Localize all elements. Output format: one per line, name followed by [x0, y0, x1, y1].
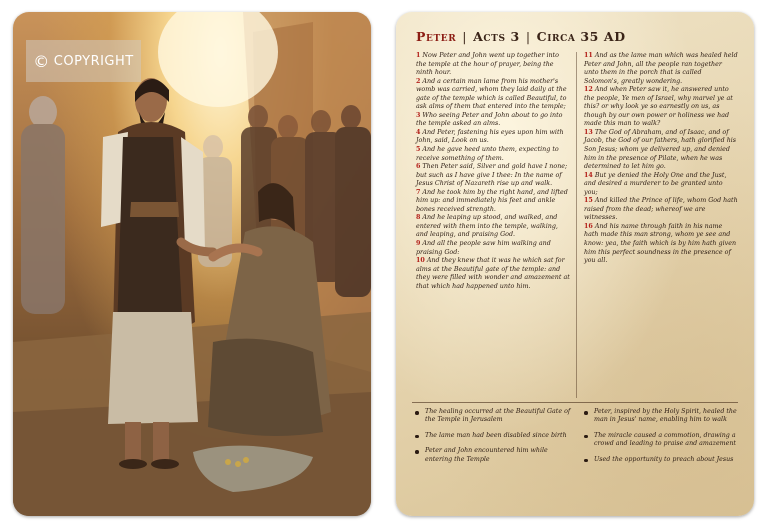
verse-text: And all the people saw him walking and praising God:: [416, 240, 551, 256]
verse: [416, 146, 570, 163]
header-separator: |: [462, 28, 468, 44]
verse-number: 9: [416, 240, 421, 248]
verse: [416, 189, 570, 215]
copyright-text: COPYRIGHT: [53, 53, 134, 69]
copyright-icon: ©: [33, 51, 50, 71]
verse-text: Then Peter said, Silver and gold have I none; but such as I have give I thee: In the name of Jesus Christ of Nazareth rise up and walk.: [416, 163, 568, 188]
verse: [416, 257, 570, 291]
verse-text: But ye denied the Holy One and the Just, and desired a murderer to be granted unto you;: [584, 171, 727, 196]
verse-text: And a certain man lame from his mother's womb was carried, whom they laid daily at the gate of the temple which is called Beautiful, to ask alms of them that entered into the temple;: [416, 77, 567, 111]
verse: [416, 163, 570, 189]
verse-text: And when Peter saw it, he answered unto the people, Ye men of Israel, why marvel ye at this? or why look ye so earnestly on us, as though by our own power or holiness we had made this man to walk?: [584, 86, 733, 128]
card-header: [416, 26, 740, 46]
verse-text: And he gave heed unto them, expecting to receive something of them.: [416, 146, 559, 162]
verse-text: The God of Abraham, and of Isaac, and of Jacob, the God of our fathers, hath glorified his Son Jesus; whom ye delivered up, and denied him in the presence of Pilate, when he was determined to let him go.: [584, 128, 737, 171]
scripture-card: [396, 12, 754, 516]
verse-number: 13: [584, 128, 593, 136]
verse: [584, 223, 738, 266]
verse-number: 3: [416, 111, 421, 119]
verse: [584, 129, 738, 172]
verse: [416, 112, 570, 129]
verse: [584, 172, 738, 198]
verse-number: 6: [416, 163, 421, 171]
verse-text: And they knew that it was he which sat for alms at the Beautiful gate of the temple: and they were filled with wonder and amazement at that which had happened unto him.: [416, 257, 570, 290]
note-item: Peter, inspired by the Holy Spirit, healed the man in Jesus' name, enabling him to walk: [583, 408, 744, 425]
verse-number: 12: [584, 86, 593, 94]
verse-number: 7: [416, 188, 421, 196]
verse: [416, 78, 570, 112]
verse: [416, 129, 570, 146]
date-label: Circa 35 AD: [536, 28, 626, 44]
verses-column-right: [577, 52, 742, 398]
verse-text: And he leaping up stood, and walked, and entered with them into the temple, walking, and leaping, and praising God.: [416, 214, 558, 239]
verse: [584, 52, 738, 86]
verse-text: And Peter, fastening his eyes upon him with John, said, Look on us.: [416, 128, 564, 145]
verse-number: 4: [416, 128, 421, 136]
verse-number: 1: [416, 52, 421, 59]
note-item: Peter and John encountered him while entering the Temple: [414, 447, 575, 464]
verse-text: And he took him by the right hand, and lifted him up: and immediately his feet and ankle bones received strength.: [416, 188, 568, 213]
note-item: Used the opportunity to preach about Jesus: [583, 456, 744, 464]
verse-number: 5: [416, 146, 421, 154]
copyright-watermark: [26, 40, 141, 82]
note-item: The miracle caused a commotion, drawing a crowd and leading to praise and amazement: [583, 432, 744, 449]
verse: [584, 197, 738, 223]
notes-list-right: [583, 408, 744, 471]
verses-column-left: [412, 52, 577, 398]
notes-list-left: [414, 408, 575, 471]
verses-section: [412, 52, 742, 398]
verse-text: Who seeing Peter and John about to go into the temple asked an alms.: [416, 111, 563, 128]
verse: [416, 52, 570, 78]
verse-text: And killed the Prince of life, whom God hath raised from the dead; whereof we are witnesses.: [584, 197, 738, 222]
verse: [584, 86, 738, 129]
note-item: The healing occurred at the Beautiful Gate of the Temple in Jerusalem: [414, 408, 575, 425]
section-divider: [412, 402, 738, 403]
verse-number: 16: [584, 222, 593, 230]
verse-text: And as the lame man which was healed held Peter and John, all the people ran together unto them in the porch that is called Solomon's, greatly wondering.: [584, 52, 738, 85]
verse-number: 8: [416, 214, 421, 222]
illustration-card: [13, 12, 371, 516]
character-name: Peter: [416, 28, 457, 44]
verse-number: 14: [584, 171, 593, 179]
verse-number: 15: [584, 197, 593, 205]
verse: [416, 214, 570, 240]
verse: [416, 240, 570, 257]
scripture-reference: Acts 3: [473, 28, 520, 44]
verse-text: Now Peter and John went up together into the temple at the hour of prayer, being the ninth hour.: [416, 52, 559, 77]
header-separator: |: [525, 28, 531, 44]
note-item: The lame man had been disabled since birth: [414, 432, 575, 440]
verse-number: 11: [584, 52, 593, 59]
peter-healing-lame-man-illustration: [13, 12, 371, 516]
verse-number: 10: [416, 257, 425, 265]
notes-section: [414, 408, 744, 471]
verse-text: And his name through faith in his name hath made this man strong, whom ye see and know: yea, the faith which is by him hath given him this perfect soundness in the presence of you all.: [584, 222, 737, 265]
verse-number: 2: [416, 77, 421, 85]
